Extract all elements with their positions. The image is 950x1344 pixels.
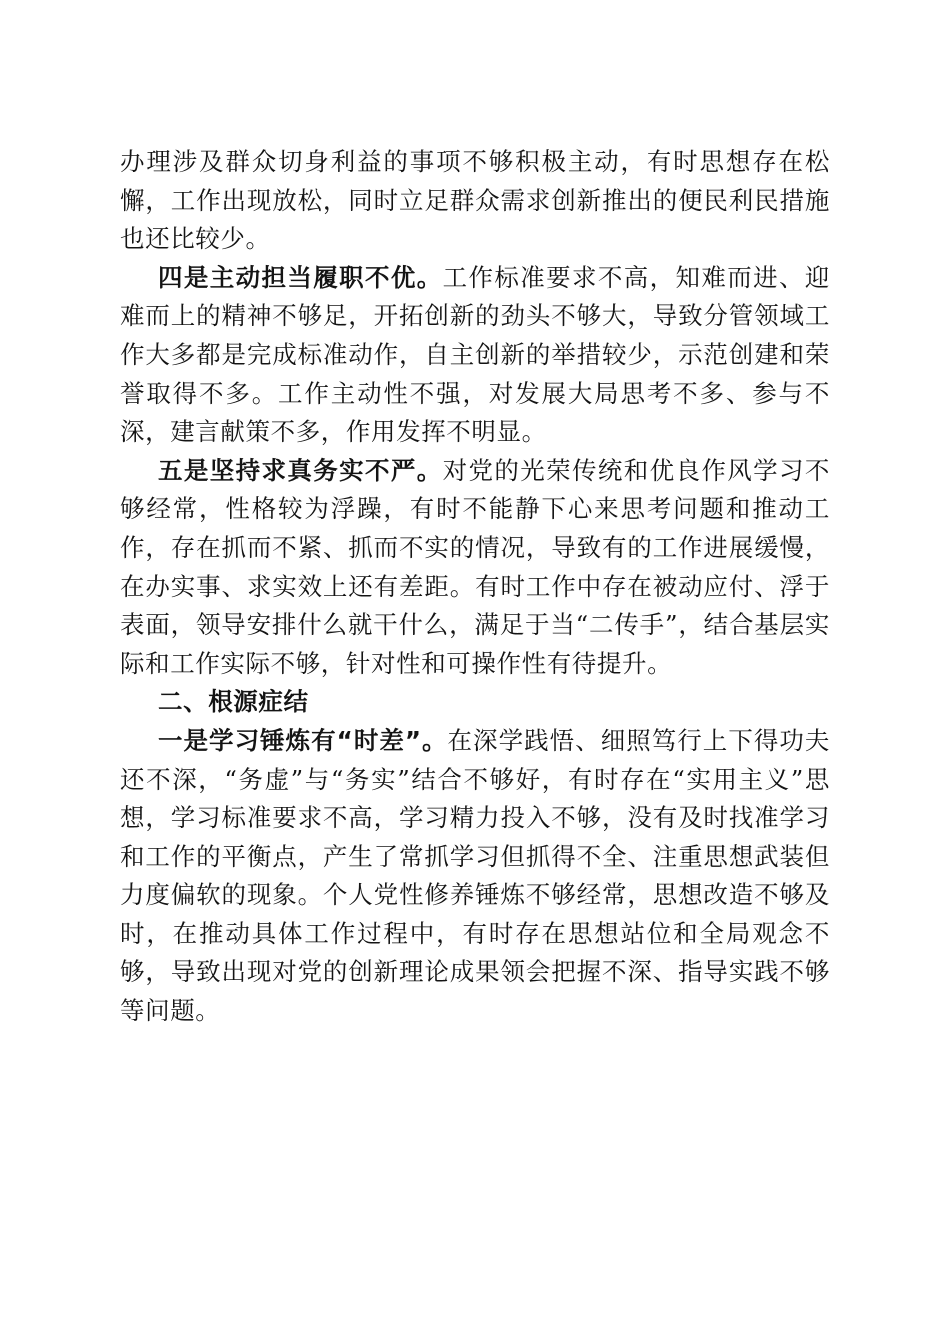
item-four-lead: 四是主动担当履职不优。 xyxy=(158,262,443,292)
section-item-one-paragraph xyxy=(120,722,830,1031)
section-heading: 二、根源症结 xyxy=(158,687,309,717)
document-page xyxy=(120,143,830,1031)
item-five-paragraph xyxy=(120,452,830,684)
item-four-paragraph xyxy=(120,259,830,452)
item-five-text: 对党的光荣传统和优良作风学习不够经常，性格较为浮躁，有时不能静下心来思考问题和推动工作，存在抓而不紧、抓而不实的情况，导致有的工作进展缓慢，在办实事、求实效上还有差距。有时工作中存在被动应付、浮于表面，领导安排什么就干什么，满足于当“二传手”，结合基层实际和工作实际不够，针对性和可操作性有待提升。 xyxy=(120,455,830,678)
item-five-lead: 五是坚持求真务实不严。 xyxy=(158,455,443,485)
section-item-one-lead: 一是学习锤炼有“时差”。 xyxy=(158,725,448,755)
continuation-paragraph: 办理涉及群众切身利益的事项不够积极主动，有时思想存在松懈，工作出现放松，同时立足群众需求创新推出的便民利民措施也还比较少。 xyxy=(120,147,830,254)
item-four-text: 工作标准要求不高，知难而进、迎难而上的精神不够足，开拓创新的劲头不够大，导致分管领域工作大多都是完成标准动作，自主创新的举措较少，示范创建和荣誉取得不多。工作主动性不强，对发展大局思考不多、参与不深，建言献策不多，作用发挥不明显。 xyxy=(120,262,830,447)
section-item-one-text: 在深学践悟、细照笃行上下得功夫还不深，“务虚”与“务实”结合不够好，有时存在“实用主义”思想，学习标准要求不高，学习精力投入不够，没有及时找准学习和工作的平衡点，产生了常抓学习但抓得不全、注重思想武装但力度偏软的现象。个人党性修养锤炼不够经常，思想改造不够及时，在推动具体工作过程中，有时存在思想站位和全局观念不够，导致出现对党的创新理论成果领会把握不深、指导实践不够等问题。 xyxy=(120,725,831,1026)
